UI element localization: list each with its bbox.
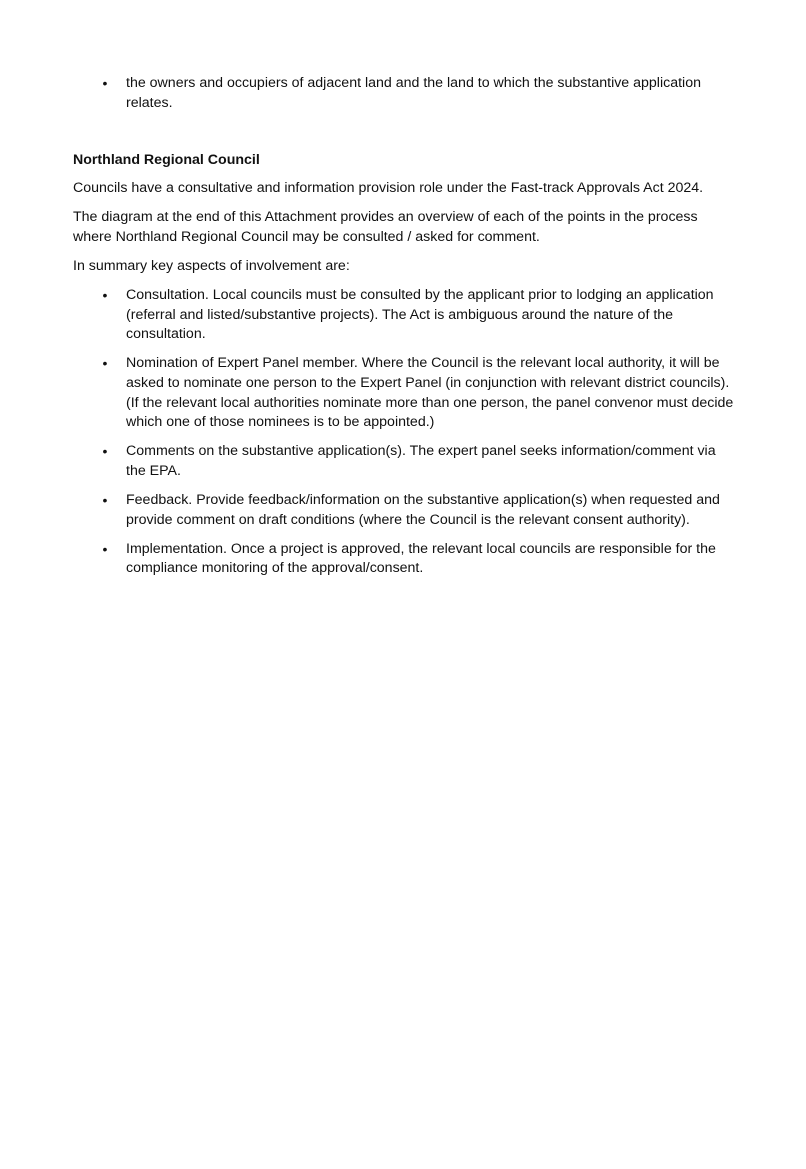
list-item <box>73 286 735 345</box>
bullet-icon: • <box>102 540 108 557</box>
bullet-icon: • <box>102 355 108 372</box>
list-item-text: Feedback. Provide feedback/information on the substantive application(s) when requested and provide comment on draft conditions (where the Council is the relevant consent authority). <box>126 492 720 528</box>
intro-bullet-list <box>73 74 735 113</box>
paragraph: The diagram at the end of this Attachment provides an overview of each of the points in the process where Northland Regional Council may be consulted / asked for comment. <box>73 208 698 245</box>
list-item <box>73 354 735 432</box>
paragraph: In summary key aspects of involvement are: <box>73 257 350 274</box>
list-item-text: Nomination of Expert Panel member. Where the Council is the relevant local authority, it will be asked to nominate one person to the Expert Panel (in conjunction with relevant district councils). (If the relevant local authorities nominate more than one person, the panel convenor must decide which one of those nominees is to be appointed.) <box>126 355 734 431</box>
list-item <box>73 540 735 579</box>
list-item <box>73 442 735 481</box>
bullet-icon: • <box>102 286 108 303</box>
document-body <box>73 74 735 589</box>
list-item <box>73 74 735 113</box>
paragraph: Councils have a consultative and information provision role under the Fast-track Approvals Act 2024. <box>73 179 704 196</box>
section-heading: Northland Regional Council <box>73 152 260 169</box>
bullet-icon: • <box>102 75 108 91</box>
list-item-text: Comments on the substantive application(s). The expert panel seeks information/comment via the EPA. <box>126 443 716 479</box>
bullet-icon: • <box>102 443 108 460</box>
bullet-icon: • <box>102 492 108 509</box>
list-item-text: Consultation. Local councils must be consulted by the applicant prior to lodging an application (referral and listed/substantive projects). The Act is ambiguous around the nature of the consultation. <box>126 286 714 343</box>
list-item <box>73 491 735 530</box>
list-item-text: the owners and occupiers of adjacent land and the land to which the substantive application relates. <box>126 75 701 111</box>
involvement-bullet-list <box>73 286 735 579</box>
list-item-text: Implementation. Once a project is approved, the relevant local councils are responsible for the compliance monitoring of the approval/consent. <box>126 540 716 577</box>
